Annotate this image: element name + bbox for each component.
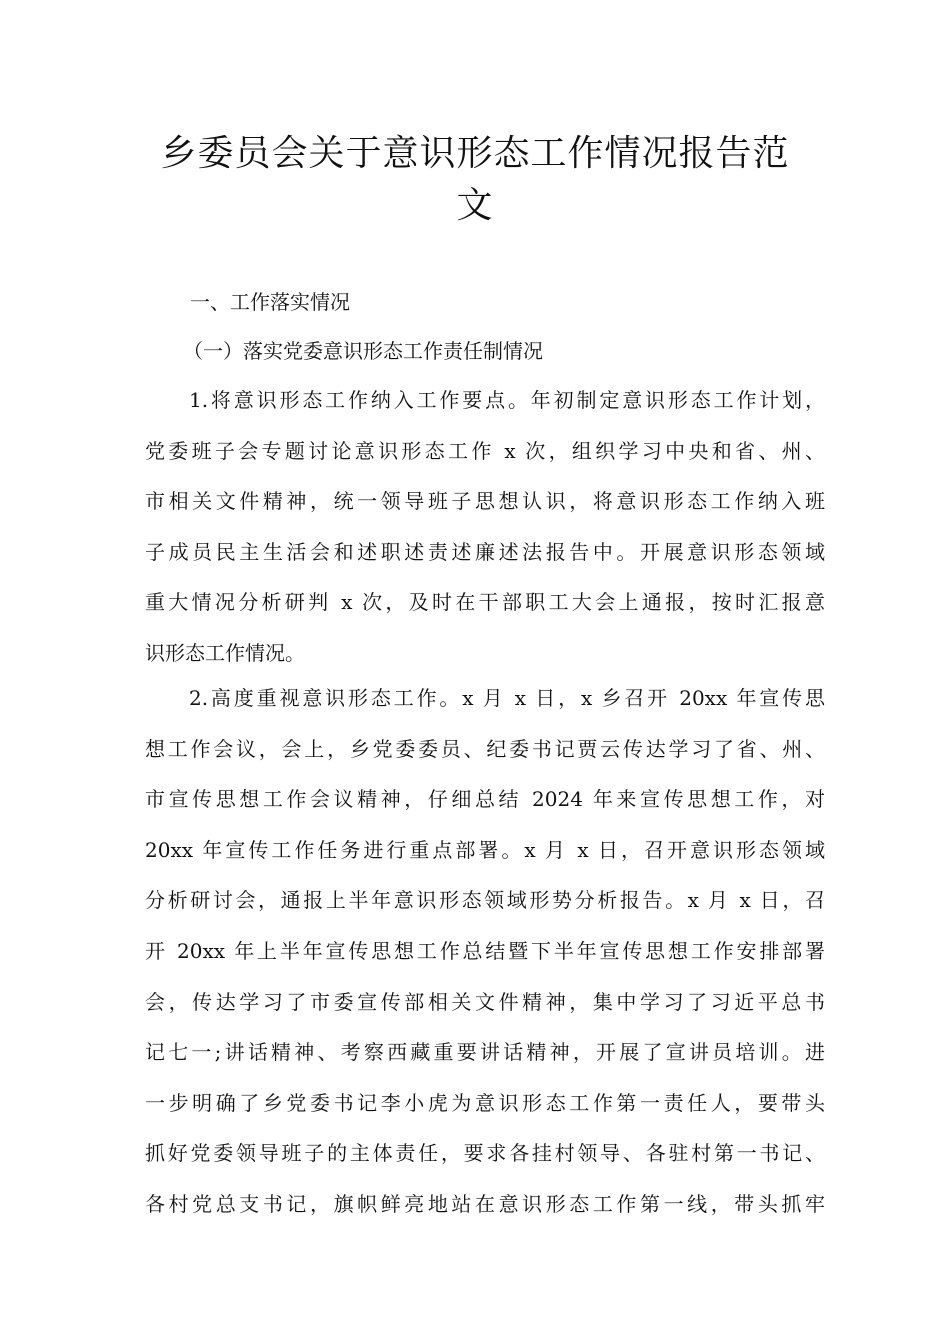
text-line: 抓好党委领导班子的主体责任，要求各挂村领导、各驻村第一书记、 <box>145 1141 825 1166</box>
text-line: 子成员民主生活会和述职述责述廉述法报告中。开展意识形态领域 <box>145 539 825 564</box>
text-line: 1.将意识形态工作纳入工作要点。年初制定意识形态工作计划， <box>189 388 825 412</box>
subsection-heading: （一）落实党委意识形态工作责任制情况 <box>183 339 543 363</box>
text-line: 重大情况分析研判 x 次，及时在干部职工大会上通报，按时汇报意 <box>145 590 825 615</box>
text-line: 开 20xx 年上半年宣传思想工作总结暨下半年宣传思想工作安排部署 <box>145 938 825 963</box>
title-line: 乡委员会关于意识形态工作情况报告范 <box>160 133 790 174</box>
text-line: 记七一;讲话精神、考察西藏重要讲话精神，开展了宣讲员培训。进 <box>145 1040 825 1065</box>
text-line: 各村党总支书记，旗帜鲜亮地站在意识形态工作第一线，带头抓牢 <box>145 1191 825 1216</box>
title-line: 文 <box>456 185 494 226</box>
text-line: 20xx 年宣传工作任务进行重点部署。x 月 x 日，召开意识形态领域 <box>145 837 825 862</box>
text-line: 党委班子会专题讨论意识形态工作 x 次，组织学习中央和省、州、 <box>145 438 825 463</box>
document-title <box>130 128 820 232</box>
text-line: 会，传达学习了市委宣传部相关文件精神，集中学习了习近平总书 <box>145 989 825 1014</box>
text-line: 2.高度重视意识形态工作。x 月 x 日，x 乡召开 20xx 年宣传思 <box>189 686 825 710</box>
text-line: 市相关文件精神，统一领导班子思想认识，将意识形态工作纳入班 <box>145 489 825 514</box>
paragraph-2 <box>145 685 825 1242</box>
text-line: 识形态工作情况。 <box>145 640 305 665</box>
text-line: 市宣传思想工作会议精神，仔细总结 2024 年来宣传思想工作，对 <box>145 787 825 812</box>
text-line: 分析研讨会，通报上半年意识形态领域形势分析报告。x 月 x 日，召 <box>145 888 825 913</box>
section-heading: 一、工作落实情况 <box>190 290 350 314</box>
text-line: 想工作会议，会上，乡党委委员、纪委书记贾云传达学习了省、州、 <box>145 736 825 761</box>
paragraph-1 <box>145 387 825 691</box>
text-line: 一步明确了乡党委书记李小虎为意识形态工作第一责任人，要带头 <box>145 1090 825 1115</box>
